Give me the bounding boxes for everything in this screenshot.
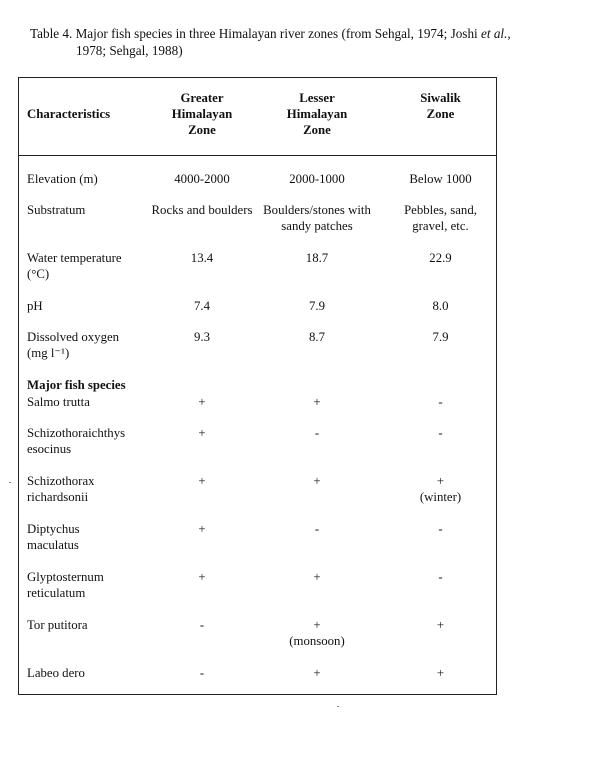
row-label-diptychus-maculatus — [27, 521, 147, 553]
cell-greater: + — [198, 474, 206, 488]
cell-lesser: + — [313, 666, 321, 680]
cell-line: + — [436, 474, 445, 488]
cell-siwalik: - — [438, 395, 443, 409]
label-line: (mg l⁻¹) — [27, 346, 70, 360]
cell-siwalik — [391, 202, 490, 234]
cell-lesser: + — [313, 474, 321, 488]
cell-greater: 7.4 — [194, 299, 210, 313]
caption-line2: 1978; Sehgal, 1988) — [76, 43, 183, 58]
cell-lesser — [252, 202, 382, 234]
header-siwalik — [391, 90, 490, 122]
cell-siwalik: 7.9 — [432, 330, 449, 344]
header-lesser-line: Zone — [303, 123, 331, 137]
label-line: Schizothorax — [27, 474, 95, 488]
cell-greater: 13.4 — [190, 251, 214, 265]
header-siwalik-line: Siwalik — [420, 91, 461, 105]
cell-greater: Rocks and boulders — [151, 203, 253, 217]
cell-lesser: + — [313, 570, 321, 584]
header-lesser-himalayan — [252, 90, 382, 138]
cell-greater: - — [199, 666, 205, 680]
cell-greater: 4000-2000 — [174, 172, 230, 186]
label-line: maculatus — [27, 538, 79, 552]
scan-speck — [337, 706, 339, 707]
scan-speck — [9, 482, 11, 483]
header-greater-himalayan — [142, 90, 262, 138]
row-label-glyptosternum-reticulatum — [27, 569, 147, 601]
row-label-elevation: Elevation (m) — [27, 172, 98, 186]
label-line: Schizothoraichthys — [27, 426, 126, 440]
label-line: reticulatum — [27, 586, 86, 600]
label-line: Diptychus — [27, 522, 80, 536]
species-table — [18, 77, 497, 695]
row-label-substratum: Substratum — [27, 203, 86, 217]
label-line: esocinus — [27, 442, 72, 456]
cell-line: gravel, etc. — [412, 219, 469, 233]
cell-lesser: - — [314, 426, 320, 440]
table-caption — [30, 25, 570, 59]
row-label-dissolved-oxygen — [27, 329, 147, 361]
caption-line1-suffix: , — [507, 26, 511, 41]
row-label-schizothorax-richardsonii — [27, 473, 147, 505]
row-label-tor-putitora: Tor putitora — [27, 618, 88, 632]
cell-greater: + — [198, 426, 206, 440]
cell-line: sandy patches — [281, 219, 353, 233]
header-divider — [19, 155, 496, 156]
header-lesser-line: Himalayan — [286, 107, 348, 121]
row-label-salmo-trutta: Salmo trutta — [27, 395, 90, 409]
cell-lesser: 8.7 — [309, 330, 325, 344]
row-label-water-temperature — [27, 250, 147, 282]
cell-lesser: 7.9 — [309, 299, 325, 313]
cell-line: Pebbles, sand, — [404, 203, 477, 217]
cell-siwalik: - — [438, 426, 443, 440]
header-greater-line: Himalayan — [171, 107, 233, 121]
header-greater-line: Greater — [180, 91, 224, 105]
cell-greater: + — [198, 570, 206, 584]
cell-line: + — [313, 618, 321, 632]
header-lesser-line: Lesser — [299, 91, 335, 105]
header-siwalik-line: Zone — [426, 107, 455, 121]
caption-line1-prefix: Table 4. Major fish species in three Himalayan river zones (from Sehgal, 1974; Joshi — [30, 26, 481, 41]
cell-line: Boulders/stones with — [263, 203, 371, 217]
cell-greater: + — [198, 395, 206, 409]
section-major-fish-species: Major fish species — [27, 378, 126, 392]
cell-greater: 9.3 — [194, 330, 210, 344]
cell-siwalik: + — [436, 666, 445, 680]
cell-siwalik: 8.0 — [432, 299, 449, 313]
label-line: richardsonii — [27, 490, 89, 504]
label-line: Glyptosternum — [27, 570, 104, 584]
cell-greater: - — [199, 618, 205, 632]
cell-siwalik — [391, 473, 490, 505]
cell-lesser: + — [313, 395, 321, 409]
cell-siwalik: - — [438, 570, 443, 584]
row-label-ph: pH — [27, 299, 43, 313]
cell-siwalik: + — [436, 618, 445, 632]
row-label-labeo-dero: Labeo dero — [27, 666, 85, 680]
label-line: (°C) — [27, 267, 50, 281]
label-line: Water temperature — [27, 251, 122, 265]
cell-lesser: 18.7 — [305, 251, 329, 265]
cell-line: (winter) — [419, 490, 462, 504]
cell-siwalik: 22.9 — [429, 251, 452, 265]
cell-greater: + — [198, 522, 206, 536]
label-line: Dissolved oxygen — [27, 330, 120, 344]
cell-lesser: - — [314, 522, 320, 536]
cell-siwalik: - — [438, 522, 443, 536]
cell-lesser: 2000-1000 — [289, 172, 345, 186]
cell-line: (monsoon) — [289, 634, 345, 648]
header-characteristics: Characteristics — [27, 107, 111, 121]
caption-line1-italic: et al. — [481, 26, 508, 41]
header-greater-line: Zone — [188, 123, 216, 137]
row-label-schizothoraichthys-esocinus — [27, 425, 147, 457]
cell-lesser — [252, 617, 382, 649]
cell-siwalik: Below 1000 — [409, 172, 472, 186]
